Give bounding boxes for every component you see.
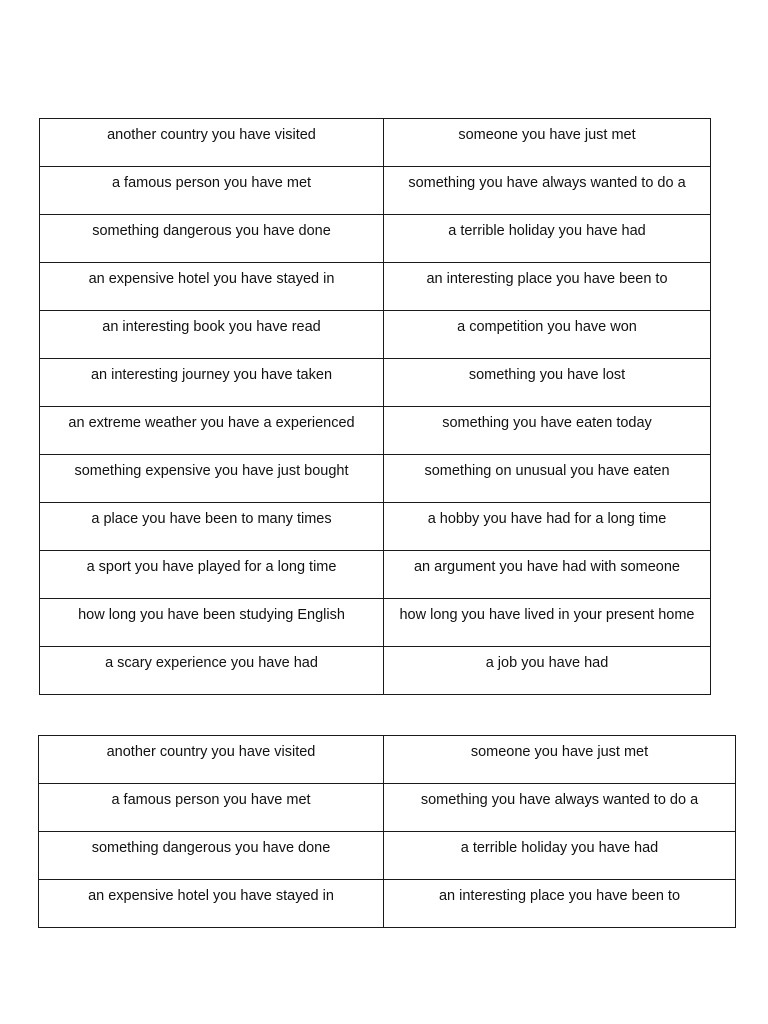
card-cell	[384, 167, 711, 215]
card-text: an interesting place you have been to	[426, 271, 668, 287]
card-text: an expensive hotel you have stayed in	[88, 888, 334, 904]
table-row	[39, 736, 736, 784]
card-table-2	[38, 735, 736, 928]
table-row	[40, 215, 711, 263]
card-text: a terrible holiday you have had	[448, 223, 646, 239]
card-text: a terrible holiday you have had	[460, 840, 659, 856]
card-cell	[384, 359, 711, 407]
card-text: how long you have lived in your present home	[399, 607, 695, 623]
card-cell	[39, 736, 384, 784]
card-text: something you have always wanted to do a	[408, 175, 686, 191]
card-cell	[384, 832, 736, 880]
card-cell	[384, 407, 711, 455]
card-text: something you have lost	[468, 367, 626, 383]
table-row	[40, 167, 711, 215]
card-table-2-body	[39, 736, 736, 928]
card-text: someone you have just met	[470, 744, 649, 760]
card-cell	[40, 263, 384, 311]
card-cell	[40, 359, 384, 407]
card-cell	[39, 784, 384, 832]
card-cell	[384, 551, 711, 599]
card-cell	[384, 880, 736, 928]
card-cell	[40, 503, 384, 551]
card-cell	[384, 599, 711, 647]
table-row	[40, 119, 711, 167]
card-text: a hobby you have had for a long time	[427, 511, 667, 527]
card-text: an argument you have had with someone	[413, 559, 680, 575]
card-text: something expensive you have just bought	[74, 463, 349, 479]
card-text: a scary experience you have had	[105, 655, 318, 671]
table-row	[40, 647, 711, 695]
card-cell	[40, 167, 384, 215]
table-row	[39, 832, 736, 880]
card-cell	[40, 551, 384, 599]
card-text: a job you have had	[485, 655, 609, 671]
card-cell	[384, 647, 711, 695]
card-cell	[384, 263, 711, 311]
card-cell	[39, 832, 384, 880]
card-cell	[384, 784, 736, 832]
card-table-1-body	[40, 119, 711, 695]
table-row	[40, 551, 711, 599]
card-text: another country you have visited	[106, 744, 316, 760]
card-text: something you have always wanted to do a	[420, 792, 699, 808]
card-text: an expensive hotel you have stayed in	[88, 271, 335, 287]
card-cell	[39, 880, 384, 928]
card-table-1	[39, 118, 711, 695]
card-cell	[40, 599, 384, 647]
card-text: something dangerous you have done	[91, 840, 331, 856]
card-text: how long you have been studying English	[78, 607, 345, 623]
card-text: an interesting place you have been to	[438, 888, 681, 904]
card-text: a famous person you have met	[111, 175, 312, 191]
card-text: something dangerous you have done	[92, 223, 331, 239]
card-text: a sport you have played for a long time	[86, 559, 337, 575]
table-row	[39, 880, 736, 928]
card-text: a famous person you have met	[111, 792, 311, 808]
table-row	[40, 503, 711, 551]
card-cell	[384, 503, 711, 551]
card-text: a competition you have won	[457, 319, 637, 335]
table-row	[40, 407, 711, 455]
card-cell	[384, 311, 711, 359]
card-cell	[384, 455, 711, 503]
table-row	[40, 599, 711, 647]
card-text: someone you have just met	[458, 127, 636, 143]
card-cell	[40, 215, 384, 263]
card-text: an interesting journey you have taken	[90, 367, 333, 383]
card-cell	[384, 119, 711, 167]
card-text: a place you have been to many times	[91, 511, 332, 527]
card-cell	[40, 119, 384, 167]
table-row	[40, 311, 711, 359]
card-cell	[40, 647, 384, 695]
card-cell	[40, 455, 384, 503]
table-row	[40, 359, 711, 407]
table-row	[40, 263, 711, 311]
table-row	[39, 784, 736, 832]
card-text: an interesting book you have read	[102, 319, 321, 335]
card-cell	[384, 736, 736, 784]
card-text: another country you have visited	[107, 127, 316, 143]
card-text: an extreme weather you have a experienced	[68, 415, 355, 431]
card-text: something on unusual you have eaten	[424, 463, 670, 479]
card-cell	[384, 215, 711, 263]
card-cell	[40, 407, 384, 455]
table-row	[40, 455, 711, 503]
card-text: something you have eaten today	[442, 415, 652, 431]
card-cell	[40, 311, 384, 359]
